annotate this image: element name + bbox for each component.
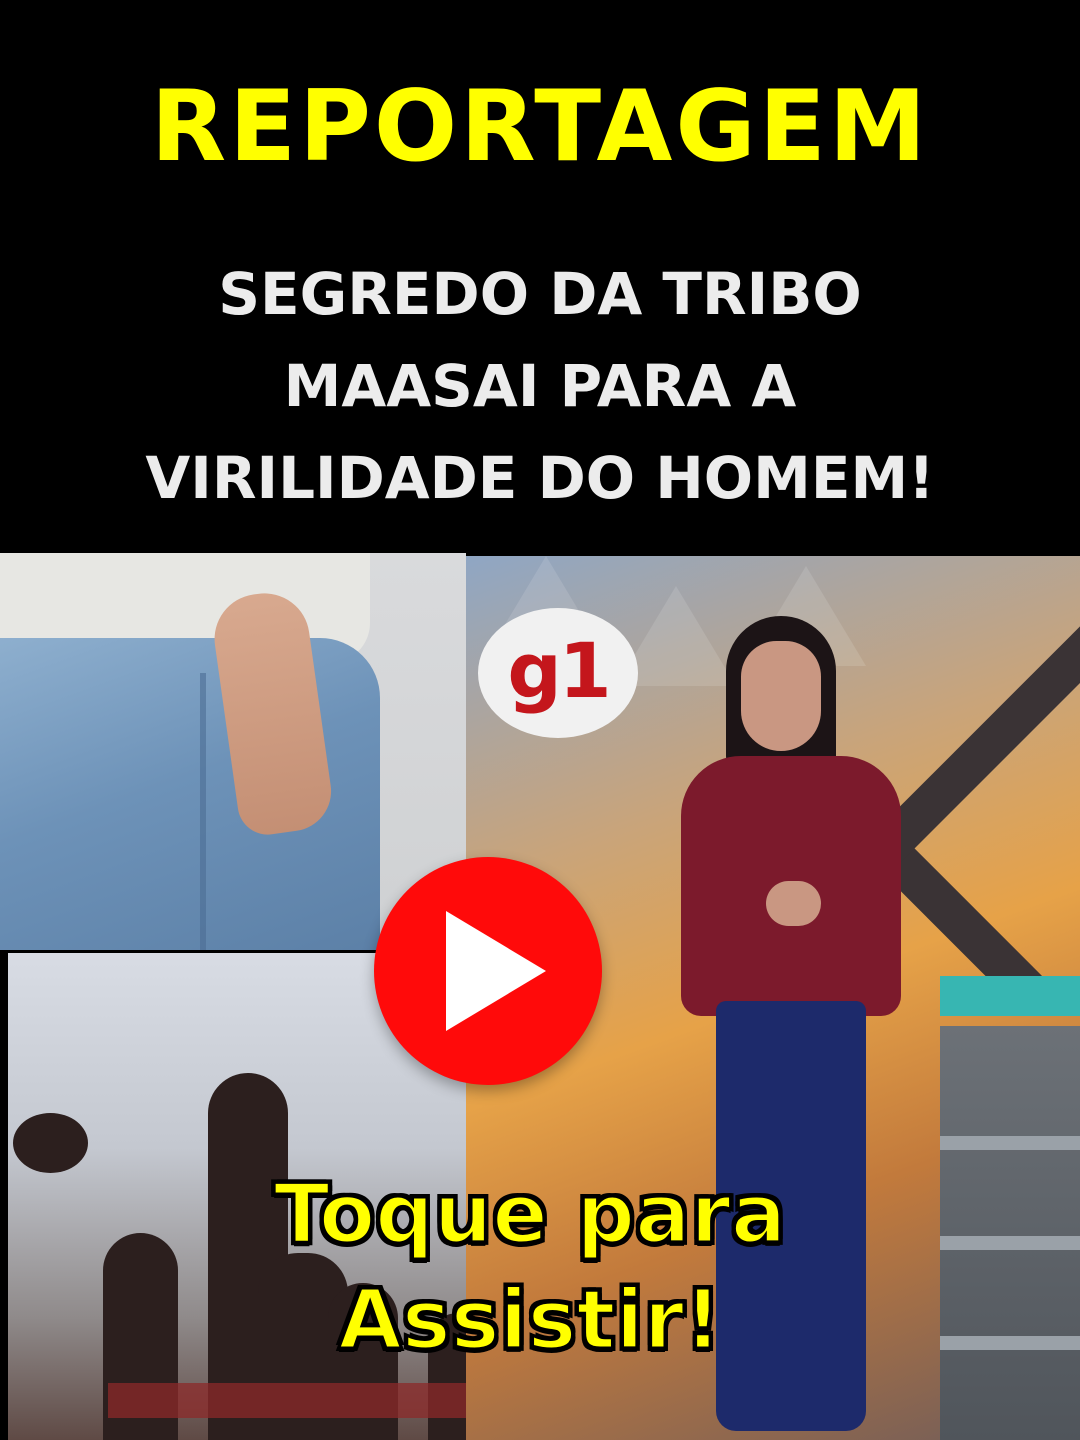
presenter-face [741, 641, 821, 751]
headline-line: VIRILIDADE DO HOMEM! [145, 444, 935, 512]
desk [940, 1026, 1080, 1440]
tribe-figure [13, 1113, 88, 1173]
cta-line: Assistir! [338, 1273, 722, 1368]
play-icon [446, 911, 546, 1031]
play-button[interactable] [374, 857, 602, 1085]
g1-logo: g1 [478, 608, 638, 738]
jeans-seam [200, 673, 206, 950]
tribe-cloth [108, 1383, 488, 1418]
desk-top [940, 976, 1080, 1016]
tap-to-watch-cta[interactable] [200, 1162, 860, 1374]
desk-stripe [940, 1336, 1080, 1350]
presenter-hands [766, 881, 821, 926]
headline [0, 248, 1080, 524]
headline-line: SEGREDO DA TRIBO [218, 260, 862, 328]
desk-stripe [940, 1136, 1080, 1150]
kicker-title: REPORTAGEM [150, 70, 930, 184]
headline-line: MAASAI PARA A [283, 352, 797, 420]
cta-line: Toque para [273, 1167, 787, 1262]
desk-stripe [940, 1236, 1080, 1250]
header-banner [0, 0, 1080, 553]
jeans-photo [0, 553, 466, 950]
